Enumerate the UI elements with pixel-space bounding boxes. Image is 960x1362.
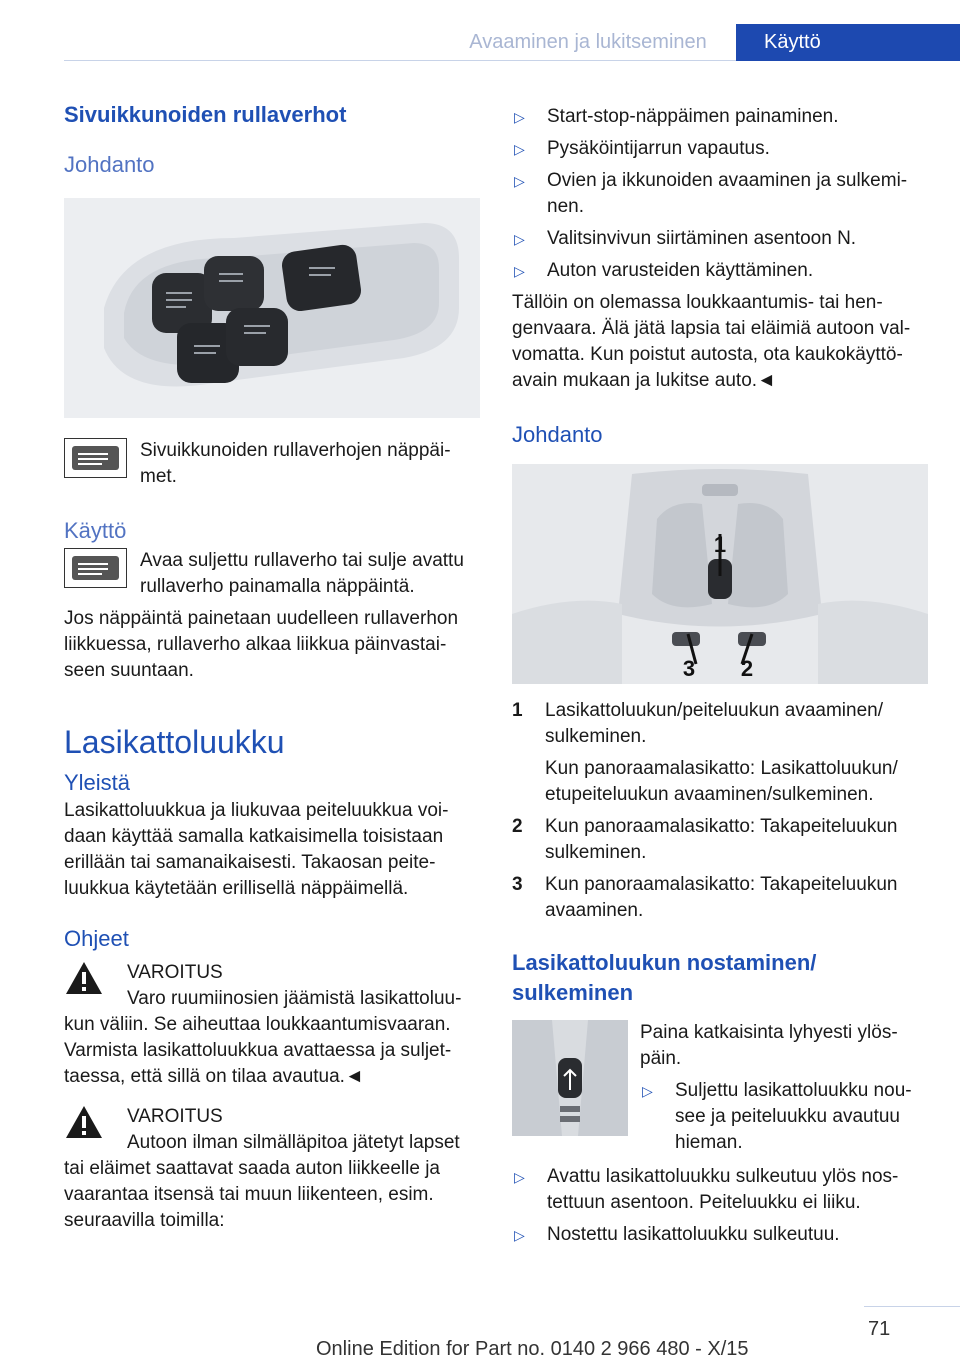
- right-column: [512, 104, 928, 1248]
- footer-rule: [864, 1306, 960, 1307]
- triangle-bullet-icon: ▷: [514, 1227, 525, 1243]
- warning-icon-2: [64, 1104, 104, 1140]
- legend-item: 1 Lasikattoluukun/peiteluukun avaaminen/ sulkeminen. Kun panoraamalasikatto: Lasikattoluukun/ etupeiteluukun avaaminen/sulkeminen.: [512, 700, 898, 805]
- warning-icon: [64, 960, 104, 996]
- intro-heading-2: Johdanto: [512, 422, 603, 447]
- warning-2-label: VAROITUS: [127, 1106, 223, 1127]
- warning-2-line: Autoon ilman silmälläpitoa jätetyt lapset: [127, 1132, 460, 1153]
- danger-text: Tällöin on olemassa loukkaantumis- tai hen-genvaara. Älä jätä lapsia tai eläimiä autoon val-vomatta. Kun poistut autosta, ota kaukokäyttö-avain mukaan ja lukitse auto.◄: [512, 292, 911, 391]
- triangle-bullet-icon: ▷: [514, 141, 525, 157]
- header-section: Avaaminen ja lukitseminen: [469, 31, 707, 53]
- callout-1: 1: [713, 532, 727, 557]
- list-item: ▷ Avattu lasikattoluukku sulkeutuu ylös nos-tettuun asentoon. Peiteluukku ei liiku.: [512, 1164, 928, 1216]
- list-item: ▷ Ovien ja ikkunoiden avaaminen ja sulkemi-nen.: [512, 168, 928, 220]
- raise-text: Paina katkaisinta lyhyesti ylös-päin.: [640, 1022, 898, 1069]
- callout-3: 3: [682, 656, 696, 681]
- list-item: ▷ Start-stop-näppäimen painaminen.: [512, 104, 928, 130]
- sunroof-title: Lasikattoluukku: [64, 724, 285, 760]
- notes-heading: Ohjeet: [64, 926, 129, 951]
- triangle-bullet-icon: ▷: [514, 263, 525, 279]
- use-text: Avaa suljettu rullaverho tai sulje avattu rullaverho painamalla näppäintä.: [140, 550, 464, 597]
- use-text-2: Jos näppäintä painetaan uudelleen rullaverhon liikkuessa, rullaverho alkaa liikkua päinvastai-seen suuntaan.: [64, 608, 459, 681]
- roof-console-image: [512, 464, 928, 684]
- use-heading: Käyttö: [64, 518, 127, 543]
- blind-button-icon: [64, 438, 127, 478]
- triangle-bullet-icon: ▷: [514, 109, 525, 125]
- legend-item: 3 Kun panoraamalasikatto: Takapeiteluukun avaaminen.: [512, 874, 898, 921]
- list-item: ▷ Nostettu lasikattoluukku sulkeutuu.: [512, 1222, 928, 1248]
- legend-item: 2 Kun panoraamalasikatto: Takapeiteluukun sulkeminen.: [512, 816, 898, 863]
- triangle-bullet-icon: ▷: [514, 231, 525, 247]
- warning-1-text: kun väliin. Se aiheuttaa loukkaantumisvaaran. Varmista lasikattoluukkua avattaessa ja suljet-taessa, että sillä on tilaa avautua.◄: [64, 1014, 452, 1087]
- intro-heading: Johdanto: [64, 152, 155, 177]
- list-item: ▷ Valitsinvivun siirtäminen asentoon N.: [512, 226, 928, 252]
- blind-button-icon-2: [64, 548, 127, 588]
- list-item: ▷ Suljettu lasikattoluukku nou-see ja peiteluukku avautuu hieman.: [640, 1078, 928, 1156]
- general-heading: Yleistä: [64, 770, 131, 795]
- general-text: Lasikattoluukkua ja liukuvaa peiteluukkua voi-daan käyttää samalla katkaisimella toisistaan erillään tai samanaikaisesti. Takaosan peite-luukkua käytetään erillisellä näppäimellä.: [64, 800, 449, 899]
- warning-1-line: Varo ruumiinosien jäämistä lasikattoluu-: [127, 988, 462, 1009]
- header-tab: Käyttö: [736, 24, 960, 61]
- triangle-bullet-icon: ▷: [514, 1169, 525, 1185]
- triangle-bullet-icon: ▷: [514, 173, 525, 189]
- warning-1-label: VAROITUS: [127, 962, 223, 983]
- triangle-bullet-icon: ▷: [642, 1083, 653, 1099]
- callout-2: 2: [740, 656, 754, 681]
- page-number: 71: [868, 1318, 891, 1340]
- left-column: [64, 100, 480, 1234]
- image-caption: Sivuikkunoiden rullaverhojen näppäi-met.: [140, 440, 451, 487]
- blind-buttons-image: [64, 198, 480, 418]
- raise-switch-image: [512, 1020, 628, 1136]
- warning-2-text: tai eläimet saattavat saada auton liikkeelle ja vaarantaa itsensä tai muun liikenteen, esim. seuraavilla toimilla:: [64, 1158, 441, 1231]
- raise-heading: Lasikattoluukun nostaminen/ sulkeminen: [512, 950, 817, 1005]
- list-item: ▷ Pysäköintijarrun vapautus.: [512, 136, 928, 162]
- list-item: ▷ Auton varusteiden käyttäminen.: [512, 258, 928, 284]
- section-title: Sivuikkunoiden rullaverhot: [64, 102, 347, 127]
- edition-text: Online Edition for Part no. 0140 2 966 480 - X/15: [316, 1338, 749, 1360]
